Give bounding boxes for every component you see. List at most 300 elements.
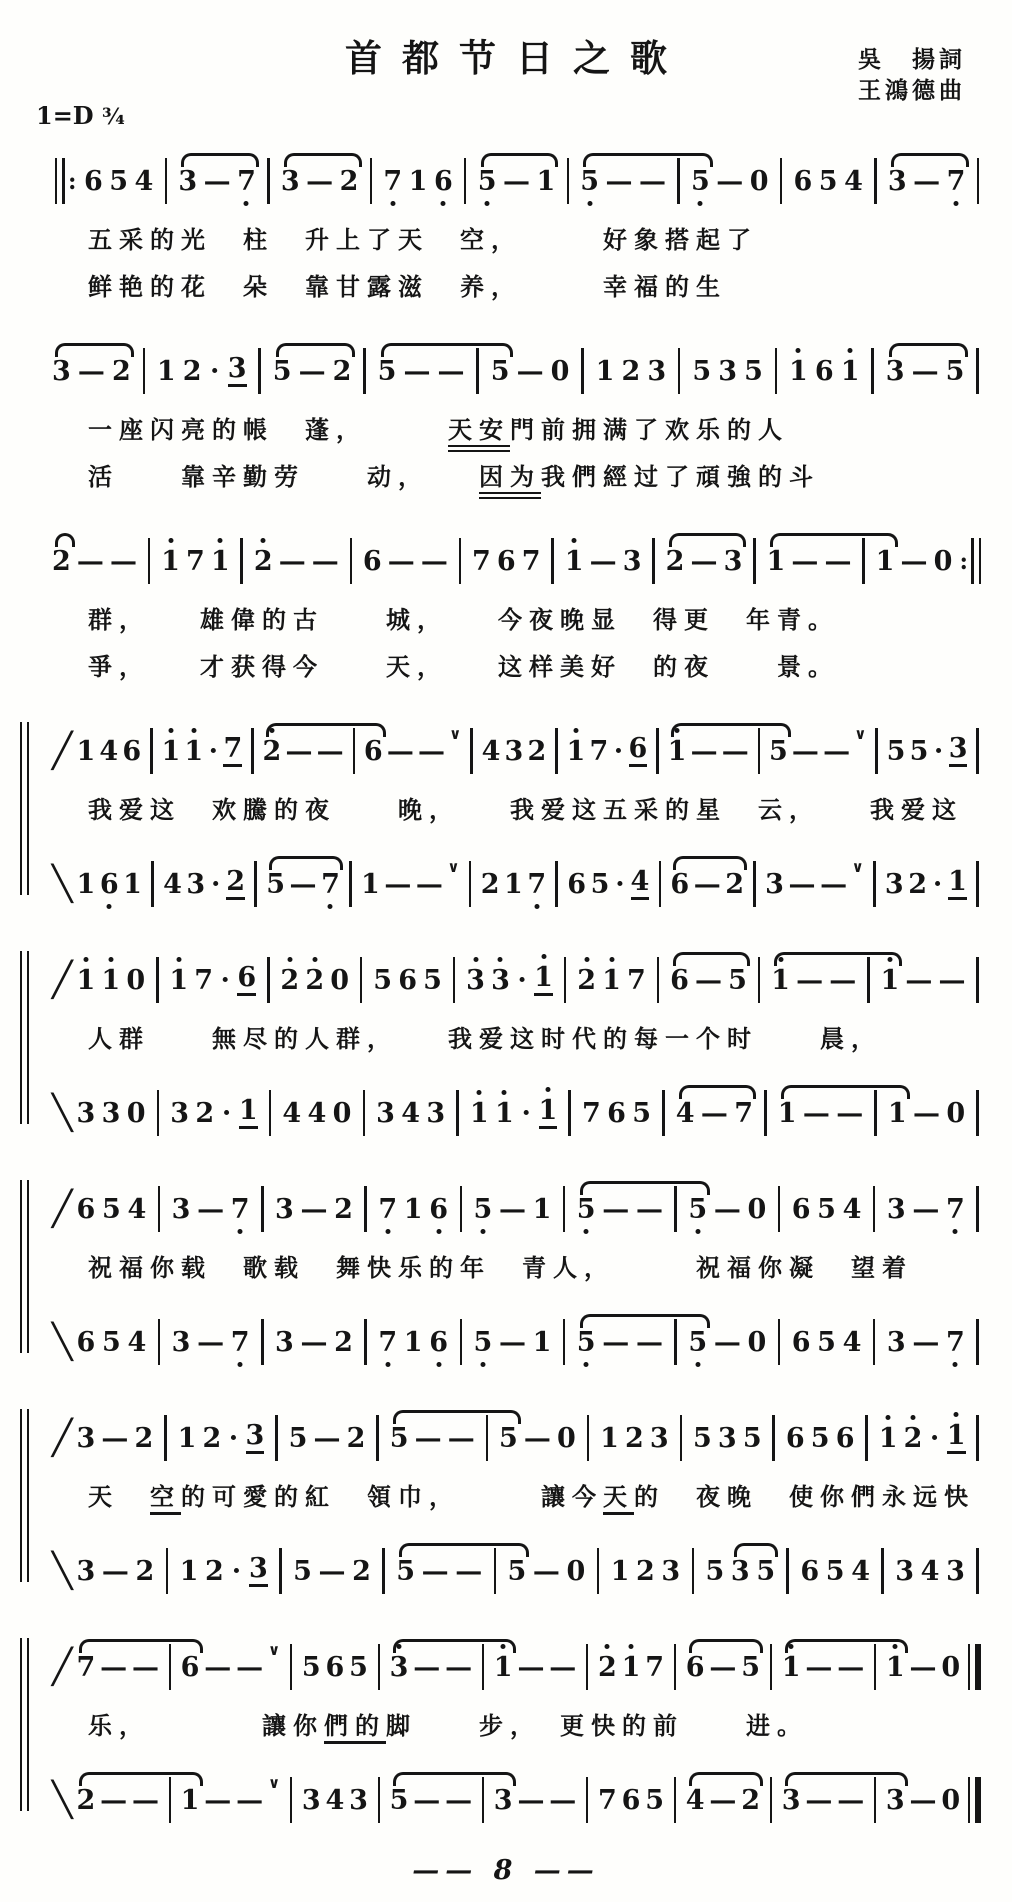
duration-dash: — xyxy=(285,735,313,767)
note: 7 xyxy=(194,964,214,996)
note: 0 xyxy=(550,355,570,387)
slur-tie xyxy=(55,343,134,357)
barline xyxy=(262,158,274,204)
note: 2 xyxy=(725,868,745,900)
note: 4 xyxy=(631,868,650,900)
barline xyxy=(972,957,984,1003)
duration-dot: · xyxy=(929,1422,940,1454)
barline xyxy=(274,1548,286,1594)
lyric-segment: 五采的光 柱 升上了天 空， 好象搭起了 xyxy=(88,225,758,254)
duet-system xyxy=(50,1389,988,1608)
note: 0 xyxy=(566,1555,586,1587)
note: 6 xyxy=(362,545,382,577)
note: 6 xyxy=(835,1422,855,1454)
note: 3 xyxy=(717,1422,737,1454)
duration-dash: — xyxy=(820,868,848,900)
voice-slash: ╱ xyxy=(52,1418,73,1458)
duration-dash: — xyxy=(417,735,445,767)
note: 5 xyxy=(577,1196,596,1223)
lyric-segment: 乐， 讓你 xyxy=(88,1711,324,1740)
duration-dot: · xyxy=(228,1422,239,1454)
barline xyxy=(582,1415,594,1461)
duration-dash: — xyxy=(414,1422,442,1454)
barline xyxy=(868,1319,880,1365)
note: 5 xyxy=(744,355,763,387)
note: 4 xyxy=(307,1097,327,1129)
slur-tie xyxy=(891,153,969,167)
note: 5 xyxy=(705,1555,725,1587)
duration-dash: — xyxy=(836,1097,864,1129)
barline xyxy=(765,1777,777,1823)
slur-tie xyxy=(393,1639,516,1653)
note: 2 xyxy=(577,967,596,994)
barline xyxy=(868,1186,880,1232)
slur-tie xyxy=(393,1772,516,1786)
lyric-segment: 因为 xyxy=(479,462,541,499)
note: 7 xyxy=(521,545,541,577)
note: 5 xyxy=(768,735,788,767)
note: 1 xyxy=(886,1654,905,1681)
slur-tie xyxy=(770,533,898,547)
note: 2 xyxy=(305,967,324,994)
barline xyxy=(285,1644,297,1690)
barline xyxy=(673,348,685,394)
note: 7 xyxy=(231,1196,250,1223)
note: 1 xyxy=(948,868,967,900)
note: 5 xyxy=(945,355,965,387)
lyrics-line xyxy=(50,455,988,502)
lyricist-credit: 吳 揚詞 xyxy=(858,46,966,73)
note: 0 xyxy=(946,1097,966,1129)
note: 5 xyxy=(301,1651,321,1683)
measure-cells xyxy=(76,858,984,907)
note: 0 xyxy=(126,1097,146,1129)
note: 7 xyxy=(627,964,646,996)
slur-tie xyxy=(381,343,513,357)
note: 6 xyxy=(237,964,256,996)
barline xyxy=(867,348,879,394)
note: 5 xyxy=(266,868,285,900)
barline xyxy=(972,1415,984,1461)
barline xyxy=(138,348,150,394)
note: 4 xyxy=(920,1555,940,1587)
duration-dash: — xyxy=(532,1555,560,1587)
barline xyxy=(971,1186,983,1232)
note: 5 xyxy=(742,1422,762,1454)
duration-dash: — xyxy=(413,1651,441,1683)
barline xyxy=(558,1186,570,1232)
note: 3 xyxy=(171,1193,191,1225)
note: 1 xyxy=(470,1100,489,1127)
barline xyxy=(270,1415,282,1461)
barline xyxy=(972,158,984,204)
note: 6 xyxy=(76,1193,96,1225)
barline xyxy=(464,861,476,907)
credits xyxy=(858,44,966,106)
note: 5 xyxy=(577,1329,596,1356)
note: 2 xyxy=(254,548,273,575)
final-barline xyxy=(965,1777,984,1823)
lyric-segment: 們的 xyxy=(324,1711,386,1744)
note: 2 xyxy=(621,355,641,387)
barline xyxy=(581,1644,593,1690)
breath-mark: ∨ xyxy=(267,1774,281,1792)
barline xyxy=(753,957,765,1003)
duration-dash: — xyxy=(721,735,749,767)
barline xyxy=(254,348,266,394)
note: 6 xyxy=(398,964,417,996)
music-line xyxy=(50,1064,988,1150)
duration-dash: — xyxy=(824,545,852,577)
note: 2 xyxy=(665,545,685,577)
note: 0 xyxy=(126,964,146,996)
note: 2 xyxy=(480,868,500,900)
duration-dash: — xyxy=(693,868,721,900)
duration-dash: — xyxy=(713,1326,741,1358)
page-number: —— 8 —— xyxy=(412,1855,600,1886)
note: 5 xyxy=(109,165,129,197)
duration-dash: — xyxy=(437,355,465,387)
duration-dash: — xyxy=(77,355,105,387)
barline xyxy=(562,158,574,204)
slur-tie xyxy=(781,1085,910,1099)
duration-dash: — xyxy=(602,1326,630,1358)
duration-dash: — xyxy=(549,1784,577,1816)
barline xyxy=(550,728,562,774)
barline xyxy=(147,861,159,907)
note: 1 xyxy=(239,1097,258,1129)
barline xyxy=(651,728,663,774)
lyrics-line xyxy=(50,788,988,835)
note: 5 xyxy=(817,1326,836,1358)
barline xyxy=(236,538,248,584)
note: 2 xyxy=(598,1654,617,1681)
voice-slash: ╱ xyxy=(52,1647,73,1687)
note: 2 xyxy=(263,738,282,765)
note: 4 xyxy=(851,1555,870,1587)
barline xyxy=(749,861,761,907)
barline xyxy=(782,1548,794,1594)
music-system xyxy=(50,512,988,692)
note: 5 xyxy=(810,1422,830,1454)
duet-system xyxy=(50,931,988,1150)
barline xyxy=(264,1090,276,1136)
note: 5 xyxy=(101,1193,121,1225)
duration-dash: — xyxy=(197,1193,225,1225)
slur-tie xyxy=(774,952,902,966)
duration-dot: · xyxy=(208,735,219,767)
note: 7 xyxy=(582,1097,601,1129)
note: 6 xyxy=(363,735,383,767)
note: 3 xyxy=(76,1555,96,1587)
barline xyxy=(145,728,157,774)
lyric-segment: 脚 步， 更快的前 进。 xyxy=(386,1711,808,1740)
note: 7 xyxy=(472,545,491,577)
duration-dash: — xyxy=(805,1651,833,1683)
note: 3 xyxy=(52,355,71,387)
duration-dash: — xyxy=(421,1555,449,1587)
duration-dot: · xyxy=(615,868,625,900)
note: 0 xyxy=(747,1326,767,1358)
barline xyxy=(465,728,477,774)
slur-tie xyxy=(79,1639,203,1653)
music-system xyxy=(50,322,988,502)
note: 3 xyxy=(170,1097,190,1129)
slur-tie xyxy=(734,1543,778,1557)
note: 3 xyxy=(76,1422,96,1454)
lyrics-line xyxy=(50,408,988,455)
lyric-segment: 空 xyxy=(150,1482,181,1515)
duration-dash: — xyxy=(498,1326,526,1358)
note: 3 xyxy=(246,1422,265,1454)
note: 5 xyxy=(691,168,710,195)
note: 4 xyxy=(844,165,863,197)
page-title: 首都节日之歌 xyxy=(345,36,687,80)
note: 2 xyxy=(280,967,299,994)
note: 1 xyxy=(161,738,180,765)
slur-tie xyxy=(673,952,750,966)
note: 5 xyxy=(818,165,838,197)
lyric-segment: 的可愛的紅 領巾， 讓今 xyxy=(181,1482,603,1511)
barline xyxy=(773,1186,785,1232)
note: 3 xyxy=(376,1097,395,1129)
duration-dash: — xyxy=(455,1555,483,1587)
note: 4 xyxy=(842,1326,862,1358)
music-line xyxy=(50,1522,988,1608)
duration-dash: — xyxy=(709,1784,737,1816)
duration-dash: — xyxy=(639,165,666,197)
duration-dash: — xyxy=(700,1097,728,1129)
duration-dash: — xyxy=(498,1193,526,1225)
barline xyxy=(153,1186,165,1232)
barline xyxy=(765,1644,777,1690)
note: 1 xyxy=(408,165,428,197)
note: 0 xyxy=(933,545,953,577)
note: 3 xyxy=(504,735,524,767)
note: 7 xyxy=(378,1329,397,1356)
note: 4 xyxy=(163,868,182,900)
duration-dot: · xyxy=(231,1555,242,1587)
note: 5 xyxy=(101,1326,121,1358)
note: 6 xyxy=(325,1651,345,1683)
barline xyxy=(358,1090,370,1136)
duration-dash: — xyxy=(549,1651,577,1683)
slur-tie xyxy=(269,856,343,870)
note: 5 xyxy=(396,1555,415,1587)
duration-dash: — xyxy=(605,165,633,197)
note: 3 xyxy=(946,1555,965,1587)
measure-cells xyxy=(76,1415,984,1461)
barline xyxy=(378,1548,390,1594)
barline xyxy=(648,538,660,584)
duration-dash: — xyxy=(300,1326,328,1358)
note: 0 xyxy=(747,1193,767,1225)
duration-dash: — xyxy=(709,1651,737,1683)
note: 7 xyxy=(734,1097,754,1129)
note: 5 xyxy=(389,1422,409,1454)
slur-tie xyxy=(889,343,968,357)
note: 1 xyxy=(875,545,895,577)
voice-slash: ╱ xyxy=(52,960,73,1000)
note: 3 xyxy=(249,1555,268,1587)
note: 2 xyxy=(135,1555,155,1587)
lyrics-line xyxy=(50,265,988,312)
note: 5 xyxy=(498,1422,518,1454)
barline xyxy=(577,348,589,394)
note: 5 xyxy=(473,1196,492,1223)
barline xyxy=(581,1777,593,1823)
duration-dot: · xyxy=(211,868,221,900)
lyric-segment: 的 夜晚 使你們永远快 xyxy=(634,1482,975,1511)
duration-dot: · xyxy=(933,735,944,767)
note: 5 xyxy=(293,1555,312,1587)
breath-mark: ∨ xyxy=(449,725,462,743)
duration-dash: — xyxy=(517,1784,545,1816)
note: 1 xyxy=(880,967,899,994)
note: 2 xyxy=(334,1193,353,1225)
duration-dash: — xyxy=(713,1193,741,1225)
slur-tie xyxy=(671,723,791,737)
note: 5 xyxy=(580,168,599,195)
note: 1 xyxy=(403,1193,423,1225)
note: 6 xyxy=(122,735,142,767)
music-line xyxy=(50,1160,988,1246)
note: 4 xyxy=(134,165,154,197)
lyric-segment: 門前拥满了欢乐的人 xyxy=(510,415,789,444)
duration-dash: — xyxy=(690,545,718,577)
note: 0 xyxy=(941,1784,961,1816)
barline xyxy=(262,957,274,1003)
lyric-segment: 一座闪亮的帳 蓬， xyxy=(88,415,448,444)
barline xyxy=(372,1415,384,1461)
barline xyxy=(159,1415,171,1461)
note: 6 xyxy=(685,1651,705,1683)
duration-dash: — xyxy=(913,1097,941,1129)
music-line xyxy=(50,1751,988,1837)
barline xyxy=(459,158,471,204)
voice-slash: ╲ xyxy=(52,1093,73,1133)
duration-dash: — xyxy=(447,1422,475,1454)
slur-tie xyxy=(583,153,713,167)
note: 2 xyxy=(111,355,131,387)
duration-dash: — xyxy=(805,1784,833,1816)
duration-dash: — xyxy=(788,868,816,900)
duet-bracket xyxy=(20,1638,29,1811)
duration-dash: — xyxy=(386,735,414,767)
note: 6 xyxy=(793,165,813,197)
note: 3 xyxy=(228,355,247,387)
note: 1 xyxy=(76,868,96,900)
duration-dash: — xyxy=(384,868,412,900)
note: 0 xyxy=(332,1097,352,1129)
note: 1 xyxy=(360,868,380,900)
duration-dot: · xyxy=(221,1097,232,1129)
note: 2 xyxy=(226,868,245,900)
lyrics-line xyxy=(50,1475,988,1522)
barline xyxy=(359,348,371,394)
note: 2 xyxy=(205,1555,224,1587)
barline xyxy=(871,728,883,774)
note: 3 xyxy=(781,1784,801,1816)
note: 5 xyxy=(825,1555,845,1587)
barline xyxy=(355,957,367,1003)
note: 7 xyxy=(378,1196,397,1223)
note: 6 xyxy=(434,168,453,195)
duration-dash: — xyxy=(911,355,939,387)
note: 0 xyxy=(557,1422,576,1454)
note: 3 xyxy=(491,967,510,994)
breath-mark: ∨ xyxy=(851,858,864,876)
duration-dash: — xyxy=(909,1784,937,1816)
slur-tie xyxy=(284,153,362,167)
lyric-segment: 鲜艳的花 朵 靠甘露滋 养， 幸福的生 xyxy=(88,272,727,301)
note: 4 xyxy=(99,735,119,767)
voice-slash: ╱ xyxy=(52,731,73,771)
barline xyxy=(152,1090,164,1136)
note: 1 xyxy=(403,1326,423,1358)
note: 5 xyxy=(490,355,510,387)
duration-dash: — xyxy=(516,355,544,387)
barline xyxy=(675,1415,687,1461)
note: 2 xyxy=(195,1097,215,1129)
note: 3 xyxy=(274,1326,294,1358)
duration-dash: — xyxy=(236,1651,264,1683)
repeat-end: : xyxy=(958,538,984,584)
note: 1 xyxy=(565,548,584,575)
note: 5 xyxy=(632,1097,652,1129)
barline xyxy=(256,1319,268,1365)
duration-dash: — xyxy=(791,545,819,577)
duration-dot: · xyxy=(517,964,527,996)
duration-dash: — xyxy=(387,545,415,577)
note: 1 xyxy=(532,1193,552,1225)
duration-dash: — xyxy=(300,1193,328,1225)
slur-tie xyxy=(689,1639,763,1653)
barline xyxy=(256,1186,268,1232)
barline xyxy=(773,1319,785,1365)
note: 3 xyxy=(765,868,784,900)
note: 4 xyxy=(325,1784,345,1816)
duration-dash: — xyxy=(316,735,344,767)
barline xyxy=(360,1319,372,1365)
note: 3 xyxy=(730,1555,750,1587)
note: 7 xyxy=(946,1196,965,1223)
note: 2 xyxy=(334,1326,353,1358)
measure-cells xyxy=(52,348,984,394)
barline xyxy=(972,728,984,774)
duration-dash: — xyxy=(204,1784,232,1816)
slur-tie xyxy=(399,1543,529,1557)
breath-mark: ∨ xyxy=(267,1641,281,1659)
barline xyxy=(373,1777,385,1823)
note: 2 xyxy=(904,1425,923,1452)
note: 6 xyxy=(567,868,587,900)
note: 4 xyxy=(401,1097,421,1129)
voice-slash: ╲ xyxy=(52,864,73,904)
lyric-segment: 天安 xyxy=(448,415,510,452)
barline xyxy=(971,1319,983,1365)
duration-dash: — xyxy=(690,735,718,767)
slur-tie xyxy=(79,1772,203,1786)
duration-dot: · xyxy=(521,1097,531,1129)
note: 5 xyxy=(377,355,397,387)
slur-tie xyxy=(669,533,746,547)
barline xyxy=(454,538,466,584)
duet-system xyxy=(50,1618,988,1837)
breath-mark: ∨ xyxy=(447,858,460,876)
duration-dash: — xyxy=(938,964,966,996)
duration-dash: — xyxy=(197,1326,225,1358)
